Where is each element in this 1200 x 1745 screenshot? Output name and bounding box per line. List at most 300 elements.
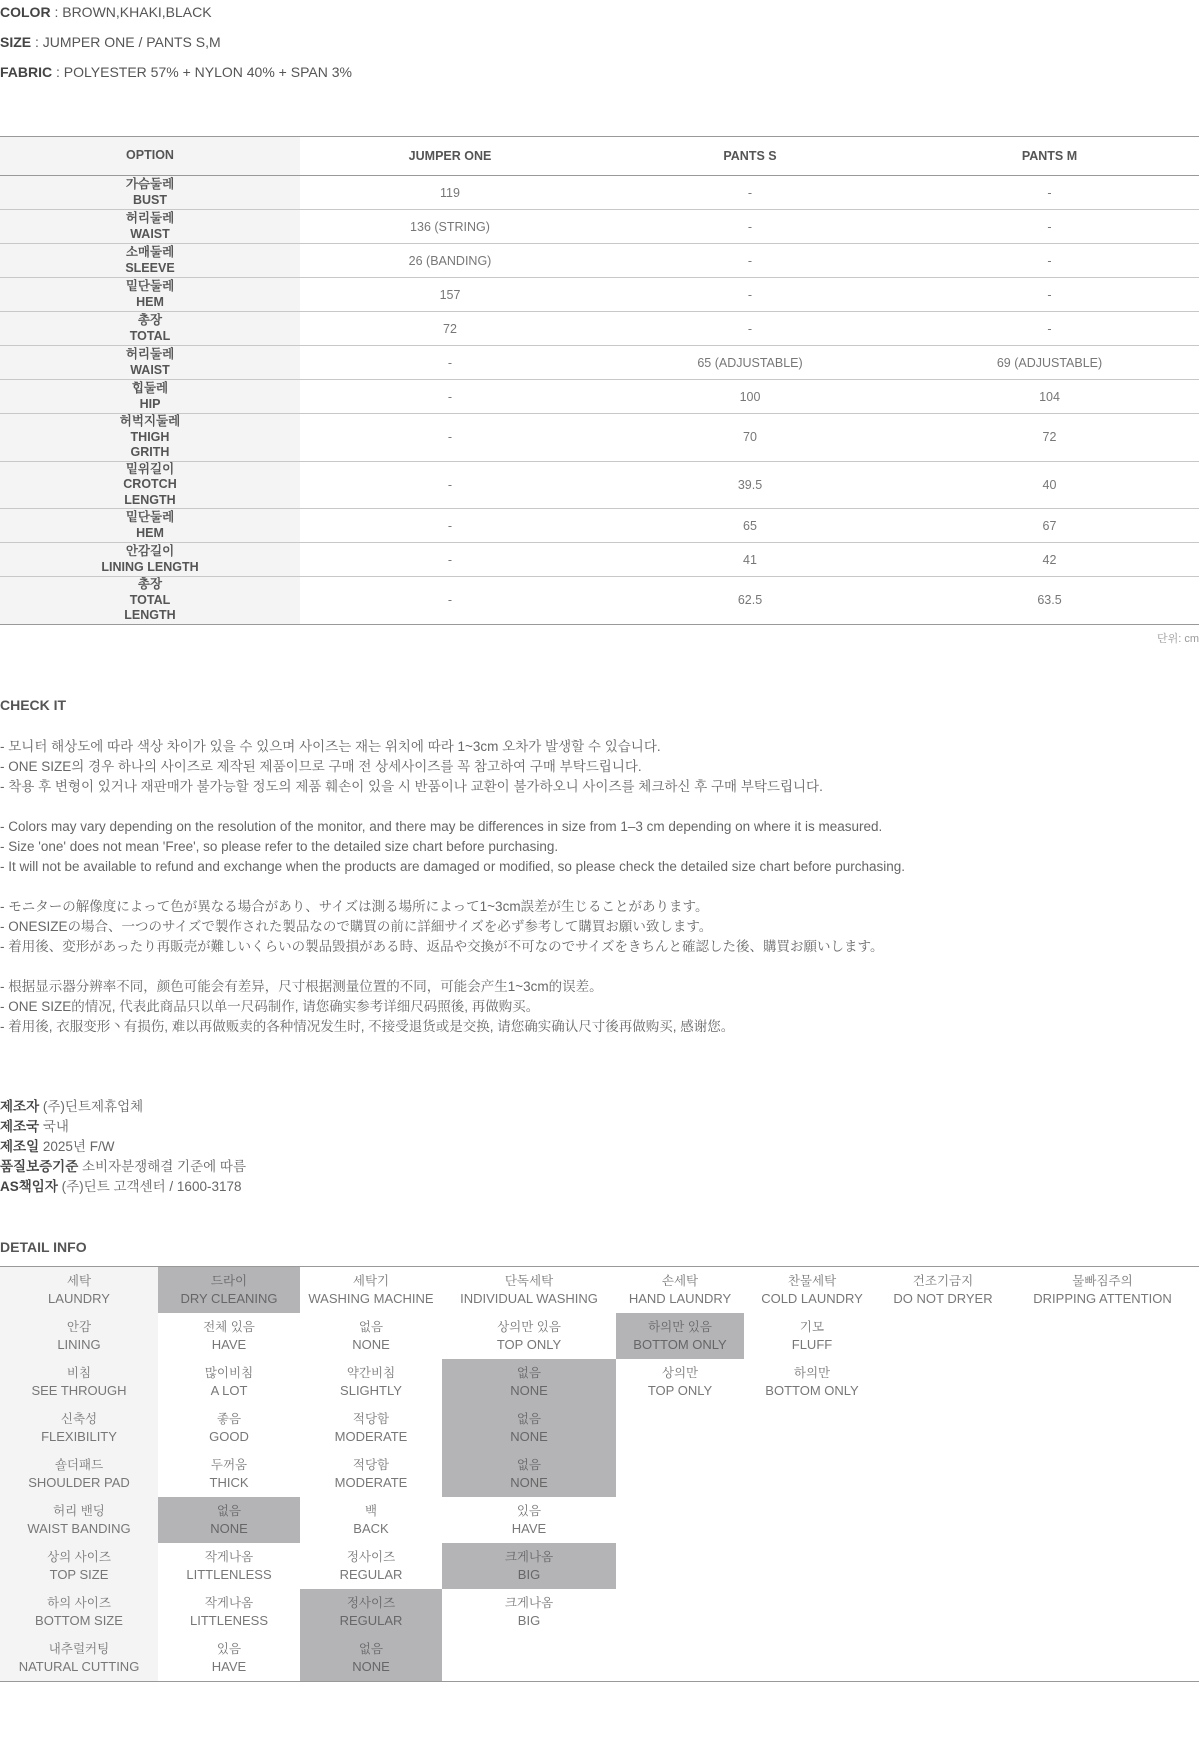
detail-option [616, 1405, 744, 1451]
detail-row [0, 1635, 1199, 1682]
note-line: - モニターの解像度によって色が異なる場合があり、サイズは測る場所によって1~3cm誤差が生じることがあります。 [0, 898, 709, 914]
header-pants-s: PANTS S [600, 137, 900, 176]
size-value: 67 [900, 509, 1199, 543]
option-en: MODERATE [334, 1474, 408, 1490]
detail-option [744, 1589, 880, 1635]
size-value: 62.5 [600, 577, 900, 625]
option-en: NONE [510, 1382, 548, 1398]
detail-label [0, 1589, 158, 1635]
size-value: 72 [300, 312, 600, 346]
detail-label [0, 1451, 158, 1497]
spec-label: COLOR [0, 4, 51, 20]
size-value: - [300, 543, 600, 577]
option-en: BIG [517, 1566, 541, 1582]
detail-option [880, 1313, 1006, 1359]
option-en: DRY CLEANING [180, 1290, 278, 1306]
size-value: - [900, 278, 1199, 312]
size-value: - [600, 278, 900, 312]
option-cell [0, 176, 300, 210]
detail-option-selected [442, 1451, 616, 1497]
unit-label: 단위: cm [1156, 632, 1199, 645]
option-ko: 약간비침 [346, 1365, 396, 1380]
option-ko: 드라이 [210, 1273, 248, 1288]
detail-option [880, 1589, 1006, 1635]
size-value: - [900, 312, 1199, 346]
detail-label-ko: 신축성 [60, 1411, 98, 1426]
detail-option [880, 1359, 1006, 1405]
detail-label [0, 1405, 158, 1451]
option-label: TOTAL [129, 328, 171, 343]
detail-option [1006, 1359, 1199, 1405]
spec-line [0, 0, 1200, 30]
option-label: LINING LENGTH [101, 559, 199, 574]
notes-group [0, 977, 1200, 1037]
note-line: - It will not be available to refund and exchange when the products are damaged or modified, so please check the detailed size chart before purchasing. [0, 858, 906, 874]
option-label: GRITH [130, 445, 170, 459]
spec-value: : POLYESTER 57% + NYLON 40% + SPAN 3% [52, 64, 352, 80]
detail-option-selected [442, 1405, 616, 1451]
detail-label [0, 1497, 158, 1543]
detail-option [744, 1543, 880, 1589]
product-specs [0, 0, 1200, 90]
check-it-title: CHECK IT [0, 696, 67, 713]
size-value: - [900, 210, 1199, 244]
option-en: HAVE [211, 1336, 247, 1352]
option-label: 허리둘레 [125, 211, 175, 225]
size-value: 119 [300, 176, 600, 210]
option-en: WASHING MACHINE [308, 1290, 434, 1306]
note-line: - ONESIZEの場合、一つのサイズで製作された製品なので購買の前に詳細サイズを必ず参考して購買お願い致します。 [0, 918, 713, 934]
detail-row [0, 1451, 1199, 1497]
detail-option [744, 1266, 880, 1313]
manufacturer-value: (주)딘트제휴업체 [39, 1098, 144, 1114]
option-en: DO NOT DRYER [893, 1290, 993, 1306]
spec-label: FABRIC [0, 64, 53, 80]
size-value: 65 [600, 509, 900, 543]
option-en: LITTLENESS [189, 1612, 269, 1628]
option-label: WAIST [130, 362, 170, 377]
size-table-row [0, 509, 1199, 543]
header-option: OPTION [0, 137, 300, 176]
note-line: - 根据显示器分辨率不同，颜色可能会有差异，尺寸根据测量位置的不同，可能会产生1~3cm的误差。 [0, 978, 603, 994]
size-table-row [0, 461, 1199, 509]
manufacturer-label: 제조국 [0, 1118, 40, 1134]
option-label: HIP [139, 396, 161, 411]
detail-option [158, 1405, 300, 1451]
option-en: SLIGHTLY [340, 1382, 402, 1398]
size-value: 104 [900, 380, 1199, 414]
header-pants-m: PANTS M [900, 137, 1199, 176]
detail-label-en: SHOULDER PAD [28, 1474, 130, 1490]
option-label: 허벅지둘레 [119, 414, 181, 428]
option-en: REGULAR [339, 1566, 403, 1582]
option-ko: 있음 [516, 1503, 542, 1518]
detail-label-ko: 숄더패드 [54, 1457, 104, 1472]
manufacturer-value: (주)딘트 고객센터 / 1600-3178 [57, 1178, 242, 1194]
detail-option [1006, 1266, 1199, 1313]
detail-label-ko: 허리 밴딩 [53, 1503, 105, 1518]
detail-option [880, 1405, 1006, 1451]
detail-option [300, 1451, 442, 1497]
size-value: 26 (BANDING) [300, 244, 600, 278]
note-line: - Colors may vary depending on the resolution of the monitor, and there may be differences in size from 1–3 cm depending on where it is measured. [0, 818, 883, 834]
option-ko: 없음 [358, 1319, 384, 1334]
option-en: NONE [352, 1336, 390, 1352]
size-value: 136 (STRING) [300, 210, 600, 244]
detail-info-title: DETAIL INFO [0, 1238, 87, 1255]
note-line: - 着用後, 衣服变形丶有损伤, 难以再做贩卖的各种情况发生时, 不接受退货或是交换, 请您确实确认尺寸後再做购买, 感谢您。 [0, 1018, 735, 1034]
spec-line [0, 30, 1200, 60]
detail-label-en: TOP SIZE [49, 1566, 109, 1582]
option-ko: 찬물세탁 [787, 1273, 837, 1288]
option-label: 밑단둘레 [125, 510, 175, 524]
option-label: 밑위길이 [125, 461, 175, 476]
detail-option [1006, 1543, 1199, 1589]
option-label: SLEEVE [125, 260, 175, 275]
note-line: - ONE SIZE的情况, 代表此商品只以单一尺码制作, 请您确实参考详细尺码照後, 再做购买。 [0, 998, 540, 1014]
notes-group [0, 737, 1200, 797]
detail-label-ko: 하의 사이즈 [47, 1595, 111, 1610]
option-ko: 손세탁 [661, 1273, 699, 1288]
detail-label [0, 1635, 158, 1682]
option-ko: 단독세탁 [504, 1273, 554, 1288]
detail-label-ko: 상의 사이즈 [47, 1549, 111, 1564]
option-ko: 하의만 있음 [648, 1319, 712, 1334]
option-cell [0, 461, 300, 509]
size-value: 72 [900, 414, 1199, 462]
detail-option-selected [616, 1313, 744, 1359]
option-label: 밑단둘레 [125, 279, 175, 293]
spec-line [0, 60, 1200, 90]
note-line: - 着用後、変形があったり再販売が難しいくらいの製品毀損がある時、返品や交換が不可なのでサイズをきちんと確認した後、購買お願いします。 [0, 938, 884, 954]
detail-row [0, 1589, 1199, 1635]
option-ko: 기모 [799, 1319, 825, 1334]
detail-label [0, 1359, 158, 1405]
detail-option [616, 1635, 744, 1682]
size-table-row [0, 278, 1199, 312]
note-line: - ONE SIZE의 경우 하나의 사이즈로 제작된 제품이므로 구매 전 상세사이즈를 꼭 참고하여 구매 부탁드립니다. [0, 758, 642, 774]
option-ko: 없음 [216, 1503, 242, 1518]
size-table-row [0, 312, 1199, 346]
option-cell [0, 346, 300, 380]
detail-option [1006, 1313, 1199, 1359]
notes-group [0, 897, 1200, 957]
detail-option-selected [300, 1589, 442, 1635]
option-label: 소매둘레 [125, 245, 175, 259]
note-line: - 착용 후 변형이 있거나 재판매가 불가능할 정도의 제품 훼손이 있을 시 반품이나 교환이 불가하오니 사이즈를 체크하신 후 구매 부탁드립니다. [0, 778, 823, 794]
size-table-row [0, 577, 1199, 625]
manufacturer-line [0, 1177, 1200, 1197]
option-en: MODERATE [334, 1428, 408, 1444]
option-ko: 전체 있음 [203, 1319, 255, 1334]
manufacturer-label: 제조자 [0, 1098, 40, 1114]
size-value: 100 [600, 380, 900, 414]
detail-row [0, 1359, 1199, 1405]
check-it-notes [0, 737, 1200, 1037]
option-label: 허리둘레 [125, 347, 175, 361]
detail-option [442, 1266, 616, 1313]
option-ko: 상의만 [661, 1365, 699, 1380]
size-value: 42 [900, 543, 1199, 577]
detail-option [744, 1635, 880, 1682]
option-en: BOTTOM ONLY [633, 1336, 727, 1352]
option-label: LENGTH [124, 492, 176, 507]
option-label: WAIST [130, 226, 170, 241]
detail-option [1006, 1635, 1199, 1682]
detail-option [442, 1313, 616, 1359]
size-table-row [0, 346, 1199, 380]
option-label: BUST [132, 192, 168, 207]
detail-option-selected [442, 1543, 616, 1589]
option-en: TOP ONLY [647, 1382, 713, 1398]
option-ko: 적당함 [352, 1411, 390, 1426]
option-ko: 없음 [358, 1641, 384, 1656]
option-ko: 정사이즈 [346, 1595, 396, 1610]
detail-option [300, 1359, 442, 1405]
detail-option [616, 1451, 744, 1497]
size-value: 157 [300, 278, 600, 312]
detail-option [1006, 1589, 1199, 1635]
detail-option-selected [300, 1635, 442, 1682]
detail-option [158, 1359, 300, 1405]
size-table-row [0, 380, 1199, 414]
detail-label-ko: 안감 [66, 1319, 92, 1334]
size-value: - [600, 176, 900, 210]
detail-label-ko: 세탁 [66, 1273, 92, 1288]
detail-label [0, 1543, 158, 1589]
option-label: 힙둘레 [131, 381, 169, 395]
detail-option [616, 1266, 744, 1313]
option-cell [0, 210, 300, 244]
option-ko: 적당함 [352, 1457, 390, 1472]
option-ko: 하의만 [793, 1365, 831, 1380]
detail-label-en: LINING [57, 1336, 101, 1352]
spec-value: : BROWN,KHAKI,BLACK [50, 4, 212, 20]
manufacturer-info [0, 1097, 1200, 1197]
option-en: A LOT [210, 1382, 248, 1398]
option-cell [0, 278, 300, 312]
manufacturer-label: 제조일 [0, 1138, 40, 1154]
option-en: COLD LAUNDRY [761, 1290, 863, 1306]
option-ko: 크게나옴 [504, 1549, 554, 1564]
option-cell [0, 244, 300, 278]
option-cell [0, 414, 300, 462]
option-ko: 세탁기 [352, 1273, 390, 1288]
option-ko: 상의만 있음 [497, 1319, 561, 1334]
option-ko: 크게나옴 [504, 1595, 554, 1610]
size-value: - [600, 244, 900, 278]
detail-row [0, 1313, 1199, 1359]
header-jumper-one: JUMPER ONE [300, 137, 600, 176]
detail-option [1006, 1405, 1199, 1451]
detail-label-ko: 비침 [66, 1365, 92, 1380]
option-en: INDIVIDUAL WASHING [460, 1290, 598, 1306]
option-en: HAND LAUNDRY [628, 1290, 732, 1306]
manufacturer-line [0, 1117, 1200, 1137]
option-en: BOTTOM ONLY [765, 1382, 859, 1398]
option-en: BACK [353, 1520, 389, 1536]
option-en: FLUFF [791, 1336, 833, 1352]
manufacturer-line [0, 1137, 1200, 1157]
detail-info-table [0, 1266, 1199, 1682]
detail-option [744, 1313, 880, 1359]
detail-option [158, 1635, 300, 1682]
option-cell [0, 543, 300, 577]
size-value: 41 [600, 543, 900, 577]
detail-row [0, 1266, 1199, 1313]
option-en: LITTLENLESS [186, 1566, 272, 1582]
option-en: NONE [210, 1520, 248, 1536]
detail-option [300, 1405, 442, 1451]
option-label: LENGTH [124, 608, 176, 622]
size-value: 65 (ADJUSTABLE) [600, 346, 900, 380]
size-value: 40 [900, 461, 1199, 509]
detail-option [880, 1451, 1006, 1497]
detail-option [616, 1543, 744, 1589]
detail-option [744, 1359, 880, 1405]
manufacturer-label: 품질보증기준 [0, 1158, 79, 1174]
manufacturer-line [0, 1097, 1200, 1117]
size-value: 63.5 [900, 577, 1199, 625]
option-label: 총장 [137, 577, 163, 591]
spec-label: SIZE [0, 34, 32, 50]
size-table [0, 136, 1199, 625]
detail-option [300, 1313, 442, 1359]
detail-option [300, 1497, 442, 1543]
size-value: - [300, 414, 600, 462]
option-en: HAVE [511, 1520, 547, 1536]
note-line: - 모니터 해상도에 따라 색상 차이가 있을 수 있으며 사이즈는 재는 위치에 따라 1~3cm 오차가 발생할 수 있습니다. [0, 738, 661, 754]
option-label: TOTAL [129, 592, 171, 607]
detail-option [1006, 1451, 1199, 1497]
detail-option [744, 1451, 880, 1497]
option-en: NONE [510, 1474, 548, 1490]
option-en: NONE [352, 1658, 390, 1674]
option-en: TOP ONLY [496, 1336, 562, 1352]
manufacturer-value: 2025년 F/W [39, 1138, 115, 1154]
option-ko: 없음 [516, 1365, 542, 1380]
detail-option-selected [442, 1359, 616, 1405]
detail-option [158, 1589, 300, 1635]
size-value: - [600, 210, 900, 244]
option-ko: 건조기금지 [912, 1273, 974, 1288]
size-value: - [900, 244, 1199, 278]
detail-option [158, 1451, 300, 1497]
option-ko: 많이비침 [204, 1365, 254, 1380]
size-value: - [900, 176, 1199, 210]
detail-label-en: LAUNDRY [48, 1290, 110, 1306]
detail-option [158, 1313, 300, 1359]
option-label: CROTCH [123, 477, 177, 491]
detail-option [158, 1543, 300, 1589]
detail-option [744, 1497, 880, 1543]
detail-label-en: FLEXIBILITY [41, 1428, 117, 1444]
manufacturer-label: AS책임자 [0, 1178, 58, 1194]
option-label: 가슴둘레 [125, 177, 175, 191]
detail-option [1006, 1497, 1199, 1543]
detail-label-en: NATURAL CUTTING [18, 1658, 140, 1674]
manufacturer-value: 국내 [39, 1118, 69, 1134]
size-table-row [0, 244, 1199, 278]
size-value: - [300, 461, 600, 509]
option-en: REGULAR [339, 1612, 403, 1628]
option-ko: 작게나옴 [204, 1595, 254, 1610]
manufacturer-value: 소비자분쟁해결 기준에 따름 [78, 1158, 246, 1174]
size-table-row [0, 210, 1199, 244]
notes-group [0, 817, 1200, 877]
option-en: BIG [517, 1612, 541, 1628]
option-en: GOOD [209, 1428, 249, 1444]
option-cell [0, 509, 300, 543]
size-table-row [0, 543, 1199, 577]
note-line: - Size 'one' does not mean 'Free', so please refer to the detailed size chart before purchasing. [0, 838, 559, 854]
option-ko: 있음 [216, 1641, 242, 1656]
option-cell [0, 380, 300, 414]
size-value: - [300, 380, 600, 414]
option-cell [0, 312, 300, 346]
option-ko: 두꺼움 [210, 1457, 248, 1472]
size-table-row [0, 176, 1199, 210]
detail-row [0, 1543, 1199, 1589]
manufacturer-line [0, 1157, 1200, 1177]
detail-row [0, 1405, 1199, 1451]
option-ko: 정사이즈 [346, 1549, 396, 1564]
size-value: - [300, 346, 600, 380]
detail-label [0, 1266, 158, 1313]
detail-option [880, 1497, 1006, 1543]
size-value: - [600, 312, 900, 346]
size-value: 69 (ADJUSTABLE) [900, 346, 1199, 380]
detail-row [0, 1497, 1199, 1543]
detail-label-ko: 내추럴커팅 [48, 1641, 110, 1656]
size-table-row [0, 414, 1199, 462]
option-ko: 좋음 [216, 1411, 242, 1426]
detail-option-selected [158, 1497, 300, 1543]
size-value: 39.5 [600, 461, 900, 509]
detail-option [300, 1266, 442, 1313]
detail-label-en: SEE THROUGH [31, 1382, 127, 1398]
detail-label [0, 1313, 158, 1359]
option-en: HAVE [211, 1658, 247, 1674]
spec-value: : JUMPER ONE / PANTS S,M [31, 34, 221, 50]
detail-option [442, 1589, 616, 1635]
detail-option [442, 1635, 616, 1682]
detail-option [442, 1497, 616, 1543]
option-label: THIGH [130, 429, 170, 444]
option-ko: 없음 [516, 1411, 542, 1426]
detail-option [616, 1497, 744, 1543]
option-ko: 없음 [516, 1457, 542, 1472]
size-value: 70 [600, 414, 900, 462]
detail-option [880, 1543, 1006, 1589]
detail-option [616, 1359, 744, 1405]
detail-option [616, 1589, 744, 1635]
detail-option [880, 1635, 1006, 1682]
option-en: NONE [510, 1428, 548, 1444]
detail-option [300, 1543, 442, 1589]
option-label: HEM [136, 294, 164, 309]
option-cell [0, 577, 300, 625]
option-ko: 백 [364, 1503, 378, 1518]
option-en: DRIPPING ATTENTION [1033, 1290, 1172, 1306]
detail-option [744, 1405, 880, 1451]
detail-label-en: WAIST BANDING [27, 1520, 131, 1536]
size-table-header [0, 137, 1199, 176]
option-label: 총장 [137, 313, 163, 327]
size-value: - [300, 509, 600, 543]
option-label: 안감길이 [125, 544, 175, 558]
size-value: - [300, 577, 600, 625]
